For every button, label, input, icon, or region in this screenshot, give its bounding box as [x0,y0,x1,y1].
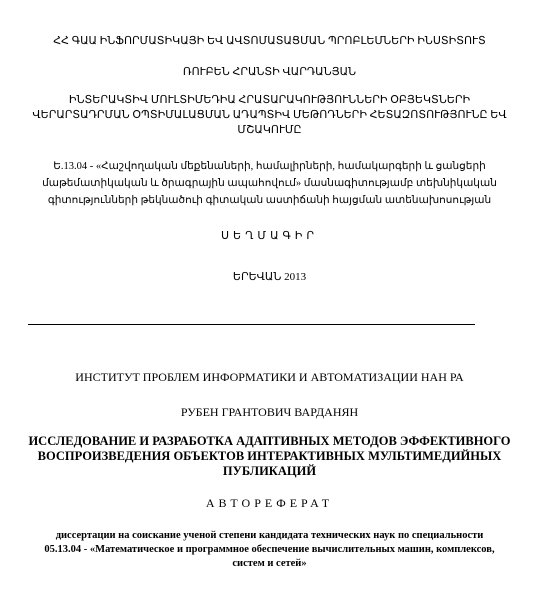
armenian-title-line: ՄՇԱԿՈՒՄԸ [237,124,302,136]
armenian-specialty-line: գիտությունների թեկնածուի գիտական աստիճանի հայցման ատենախոսության [47,195,492,206]
armenian-author: ՌՈՒԲԵՆ ՀՐԱՆՏԻ ՎԱՐԴԱՆՅԱՆ [182,66,357,78]
russian-institute: ИНСТИТУТ ПРОБЛЕМ ИНФОРМАТИКИ И АВТОМАТИЗАЦИИ НАН РА [75,370,464,384]
russian-doc-type: АВТОРЕФЕРАТ [205,496,334,510]
armenian-specialty-line: մաթեմատիկական և ծրագրային ապահովում» մասնագիտությամբ տեխնիկական [42,178,497,189]
russian-title-line: ВОСПРОИЗВЕДЕНИЯ ОБЪЕКТОВ ИНТЕРАКТИВНЫХ МУЛЬТИМЕДИЙНЫХ [37,449,502,463]
armenian-title-line: ՎԵՐԱՐՏԱԴՐՄԱՆ ՕՊՏԻՄԱԼԱՑՄԱՆ ԱԴԱՊՏԻՎ ՄԵԹՈԴՆԵՐԻ ՀԵՏԱԶՈՏՈՒԹՅՈՒՆԸ ԵՎ [32,109,507,121]
armenian-specialty-line: Ե.13.04 - «Հաշվողական մեքենաների, համալիրների, համակարգերի և ցանցերի [53,161,486,172]
russian-specialty-line: 05.13.04 - «Математическое и программное обеспечение вычислительных машин, комплексов, [44,544,495,555]
russian-specialty-line: диссертации на соискание ученой степени кандидата технических наук по специальности [55,530,484,541]
armenian-doc-type: ՍԵՂՄԱԳԻՐ [220,230,319,242]
russian-title-line: ПУБЛИКАЦИЙ [222,464,317,478]
russian-specialty-line: систем и сетей» [232,558,307,569]
armenian-title-line: ԻՆՏԵՐԱԿՏԻՎ ՄՈՒԼՏԻՄԵԴԻԱ ՀՐԱՏԱՐԱԿՈՒԹՅՈՒՆՆԵՐԻ ՕԲՅԵԿՏՆԵՐԻ [68,94,471,106]
russian-title-line: ИССЛЕДОВАНИЕ И РАЗРАБОТКА АДАПТИВНЫХ МЕТОДОВ ЭФФЕКТИВНОГО [28,434,511,448]
russian-author: РУБЕН ГРАНТОВИЧ ВАРДАНЯН [180,405,359,419]
armenian-city-year: ԵՐԵՎԱՆ 2013 [232,271,307,283]
divider-line [28,324,475,325]
armenian-institute: ՀՀ ԳԱԱ ԻՆՖՈՐՄԱՏԻԿԱՅԻ ԵՎ ԱՎՏՈՄԱՏԱՑՄԱՆ ՊՐՈԲԼԵՄՆԵՐԻ ԻՆՍՏԻՏՈՒՏ [53,35,486,47]
